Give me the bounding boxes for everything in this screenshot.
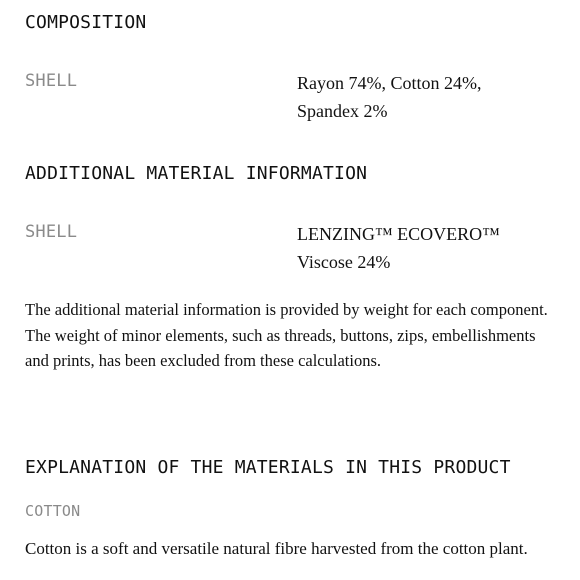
- composition-row-label: SHELL: [25, 71, 78, 91]
- material-description-cotton: Cotton is a soft and versatile natural fibre harvested from the cotton plant.: [25, 539, 528, 558]
- additional-material-row-label: SHELL: [25, 222, 78, 242]
- composition-heading: COMPOSITION: [25, 12, 147, 33]
- material-name-cotton: COTTON: [25, 502, 81, 520]
- explanation-heading: EXPLANATION OF THE MATERIALS IN THIS PRODUCT: [25, 457, 511, 478]
- additional-material-note: The additional material information is provided by weight for each component. The weight of minor elements, such as threads, buttons, zips, embellishments and prints, has been excluded from these calculations.: [25, 300, 548, 370]
- additional-material-row-value: LENZING™ ECOVERO™ Viscose 24%: [297, 224, 500, 272]
- additional-material-heading: ADDITIONAL MATERIAL INFORMATION: [25, 163, 368, 184]
- composition-row-value: Rayon 74%, Cotton 24%, Spandex 2%: [297, 73, 482, 121]
